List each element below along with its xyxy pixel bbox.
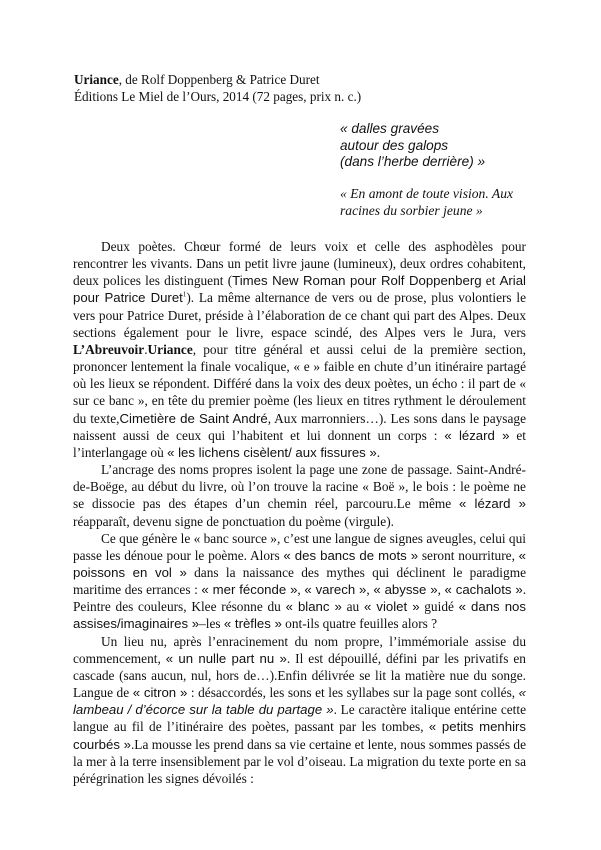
epigraph-line: (dans l’herbe derrière) » <box>340 154 486 169</box>
text-run: , <box>366 582 374 598</box>
quote-arial-italic: « lambeau / d’écorce sur la table du partage » <box>73 685 526 718</box>
book-header <box>74 71 361 105</box>
text-run: : désaccordés, les sons et les syllabes sur la page sont collés, <box>187 685 519 701</box>
book-title: Uriance <box>74 72 119 87</box>
text-run: guidé <box>419 599 459 615</box>
text-run: –les <box>199 616 224 632</box>
text-run: et <box>481 273 500 289</box>
quote-arial: « poissons en vol » <box>73 547 527 580</box>
section-title-abreuvoir: L’Abreuvoir <box>73 341 145 357</box>
text-run: . Le caractère italique entérine cette langue au fil de l’itinéraire des poètes, passant par les tombes, <box>73 702 526 735</box>
epigraph-line: racines du sorbier jeune » <box>340 202 483 218</box>
paragraph-4 <box>73 633 526 787</box>
quote-arial: « trèfles » <box>223 616 282 632</box>
text-run: . <box>376 444 381 460</box>
book-publication: Éditions Le Miel de l’Ours, 2014 (72 pages, prix n. c.) <box>74 89 362 104</box>
quote-arial: « lézard » <box>459 496 526 512</box>
epigraph-first <box>340 121 513 171</box>
text-run: ont-ils quatre feuilles alors ? <box>281 616 438 632</box>
review-body <box>73 238 526 787</box>
text-run: dans la naissance des mythes qui déclinent le paradigme maritime des errances : <box>73 564 526 598</box>
epigraph-line: « dalles gravées <box>340 121 439 136</box>
quote-arial: « blanc » <box>285 599 342 615</box>
paragraph-1 <box>73 238 526 461</box>
footnote-marker: 1 <box>182 291 187 300</box>
text-run: , <box>437 582 445 598</box>
paragraph-2 <box>73 461 526 530</box>
quote-arial: « citron » <box>132 685 188 701</box>
text-run: , Aux marronniers…). Les sons dans le paysage naissent aussi de ceux qui l’habitent et lui donnent un corps : <box>73 410 526 443</box>
quote-arial: « abysse » <box>373 582 438 598</box>
text-run: réapparaît, devenu signe de ponctuation du poème (virgule). <box>73 513 395 529</box>
quote-arial: « les lichens cisèlent/ aux fissures » <box>167 444 377 460</box>
section-title-uriance: Uriance <box>147 341 193 357</box>
quote-arial: « lézard » <box>444 427 510 443</box>
text-run: . <box>144 341 148 357</box>
text-run: , <box>297 582 305 598</box>
text-run: Deux poètes. Chœur formé de leurs voix et celle des asphodèles pour rencontrer les vivants. Dans un petit livre jaune (lumineux), deux ordres cohabitent, deux polices les distinguent ( <box>73 239 526 289</box>
epigraph-line: autour des galops <box>340 137 449 153</box>
text-run: seront nourriture, <box>418 547 519 563</box>
font-mention-times: Times New Roman pour Rolf Doppenberg <box>232 273 482 289</box>
font-mention-arial: Arial pour Patrice Duret <box>73 273 526 306</box>
quote-arial: « des bancs de mots » <box>283 547 419 563</box>
text-run: L’ancrage des noms propres isolent la page une zone de passage. Saint-André-de-Boëge, au début du livre, où l’on trouve la racine « Boë », le bois : le poème ne se dissocie pas des étapes d’un chemin réel, parcouru.Le même <box>73 462 526 512</box>
quote-arial: Cimetière de Saint André <box>119 410 268 426</box>
text-run: ). La même alternance de vers ou de prose, plus volontiers le vers pour Patrice Duret, préside à l’élaboration de ce chant qui part des Alpes. Deux sections également pour le livre, espace scindé, des Alpes vers le Jura, vers <box>73 290 526 340</box>
text-run: Ce que génère le « banc source », c’est une langue de signes aveugles, celui qui passe les dénoue pour le poème. Alors <box>73 530 526 563</box>
quote-arial: « mer féconde » <box>201 582 298 598</box>
text-run: . Il est dépouillé, défini par les privatifs en cascade (sans aucun, nul, hors de…).Enfin délivrée se lit la matière nue du songe. Langue de <box>73 650 526 701</box>
epigraph-second <box>340 185 513 219</box>
text-run: et l’interlangage où <box>73 427 527 460</box>
text-run: Un lieu nu, après l’enracinement du nom propre, l’immémoriale assise du commencement, <box>73 633 526 666</box>
quote-arial: « violet » <box>363 599 420 615</box>
quote-arial: « petits menhirs courbés » <box>73 719 526 752</box>
paragraph-3 <box>73 530 526 633</box>
book-title-line <box>74 71 361 88</box>
text-run: au <box>341 599 364 615</box>
text-run: . Peintre des couleurs, Klee résonne du <box>73 582 527 615</box>
quote-arial: « un nulle part nu » <box>165 650 287 666</box>
quote-arial: « dans nos assises/imaginaires » <box>73 599 526 632</box>
book-authors: , de Rolf Doppenberg & Patrice Duret <box>118 72 320 87</box>
quote-arial: « cachalots » <box>444 582 523 598</box>
text-run: .La mousse les prend dans sa vie certaine et lente, nous sommes passés de la mer à la terre insensiblement par le vol d’oiseau. La migration du texte porte en sa pérégrination les signes dévoilés : <box>73 736 526 786</box>
epigraph-line: « En amont de toute vision. Aux <box>340 185 514 201</box>
text-run: , pour titre général et aussi celui de la première section, prononcer lentement la finale vocalique, « e » faible en chute d’un itinéraire partagé où les lieux se répondent. Différé dans la voix des deux poètes, un écho : il part de « sur ce banc », en tête du premier poème (les lieux en titres rythment le déroulement du texte, <box>73 341 526 426</box>
epigraphs <box>340 121 513 219</box>
quote-arial: « varech » <box>304 582 367 598</box>
